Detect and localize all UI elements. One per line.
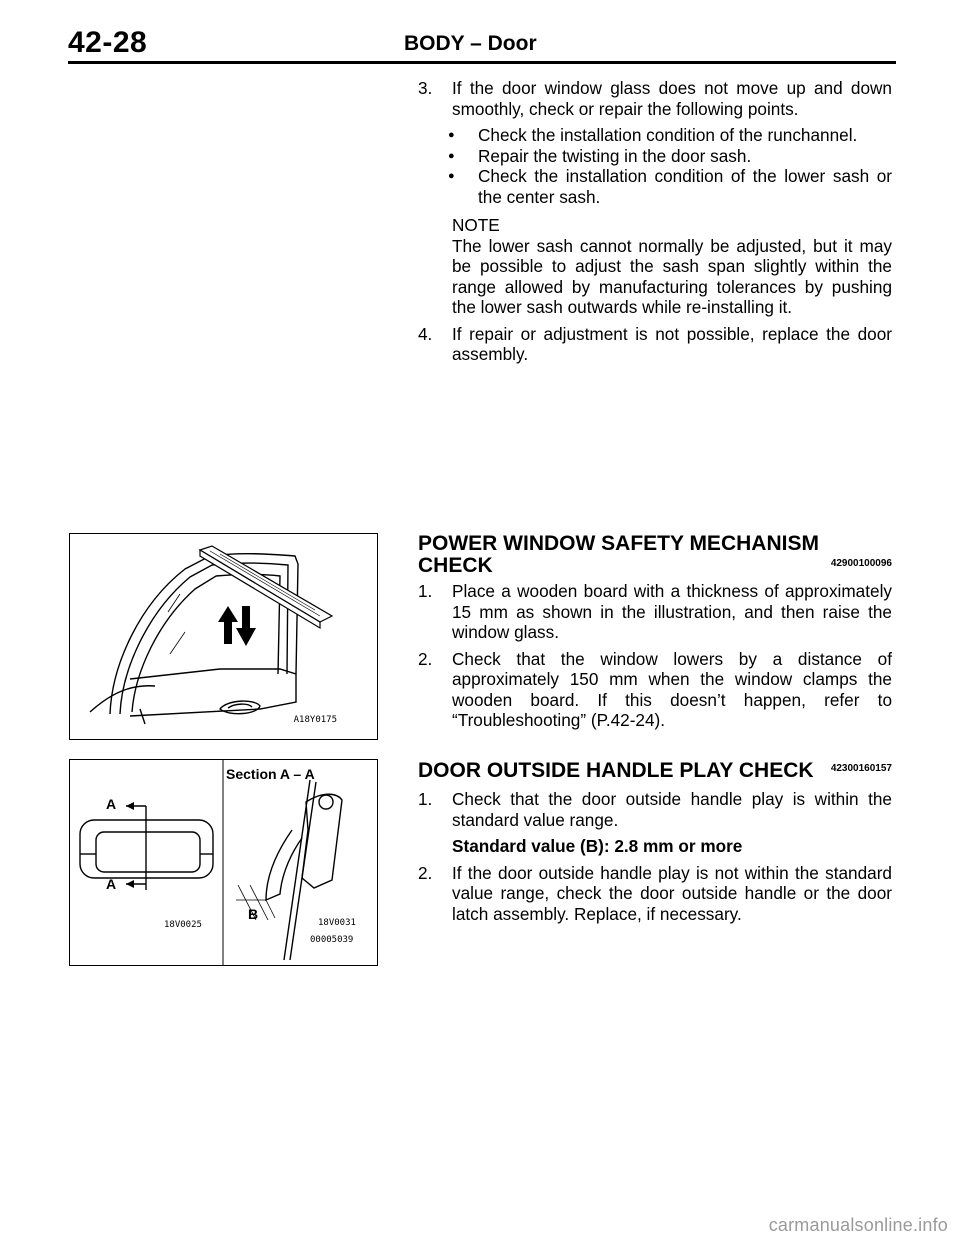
step-text: Check that the window lowers by a distance of approximately 150 mm when the window clamps the wooden board. If this doesn’t happen, refer to “Troubleshooting” (P.42-24). — [452, 648, 892, 730]
figure-code-left: 18V0025 — [164, 920, 202, 930]
heading-line: DOOR OUTSIDE HANDLE PLAY CHECK — [418, 759, 814, 782]
step-number: 4. — [418, 323, 433, 344]
bullet-icon: ● — [448, 129, 455, 141]
watermark: carmanualsonline.info — [768, 1215, 948, 1235]
step-text: If the door outside handle play is not within the standard value range, check the door outside handle or the door latch assembly. Replace, if necessary. — [452, 862, 892, 924]
door-handle-steps — [418, 789, 892, 930]
step-text: Check that the door outside handle play is within the standard value range. — [452, 789, 892, 830]
step-text: Place a wooden board with a thickness of approximately 15 mm as shown in the illustration, and then raise the window glass. — [452, 581, 892, 642]
section-a-bottom-label: A — [106, 876, 117, 892]
bullet-icon: ● — [448, 149, 455, 162]
power-window-steps — [418, 581, 892, 737]
step-text: If repair or adjustment is not possible, replace the door assembly. — [452, 323, 892, 364]
heading-line: POWER WINDOW SAFETY MECHANISM — [418, 532, 819, 555]
figure-code: A18Y0175 — [293, 715, 337, 725]
figure-code-right: 18V0031 — [318, 918, 356, 928]
step-1 — [418, 789, 892, 830]
list-item — [448, 146, 892, 167]
step-2 — [418, 863, 892, 925]
up-down-arrows — [218, 606, 256, 646]
list-item — [448, 166, 892, 207]
play-b-label: B — [248, 906, 259, 922]
page-number: 42-28 — [68, 26, 148, 59]
step-number: 2. — [418, 648, 433, 669]
heading-line: CHECK — [418, 554, 493, 577]
top-steps — [418, 78, 892, 371]
step-number: 1. — [418, 789, 433, 809]
list-item-text: Repair the twisting in the door sash. — [478, 145, 752, 166]
note-heading: NOTE — [452, 215, 500, 235]
step-number: 3. — [418, 78, 433, 98]
section-code: 42300160157 — [830, 763, 892, 774]
list-item — [448, 125, 892, 146]
step-text: If the door window glass does not move up and down smoothly, check or repair the following points. — [452, 78, 892, 119]
door-window-illustration — [70, 534, 377, 739]
list-item-text: Check the installation condition of the runchannel. — [478, 125, 858, 145]
section-label: Section A – A — [226, 766, 315, 782]
step-1 — [418, 581, 892, 643]
power-window-figure — [69, 533, 378, 740]
note-text: The lower sash cannot normally be adjusted, but it may be possible to adjust the sash span slightly within the range allowed by manufacturing tolerances by pushing the lower sash outwards while re-installing it. — [452, 235, 892, 317]
section-heading-door-handle — [418, 760, 898, 782]
step-4 — [418, 324, 892, 365]
page-title: BODY – Door — [404, 32, 537, 55]
step-2 — [418, 649, 892, 731]
section-a-top-label: A — [106, 796, 117, 812]
step-number: 2. — [418, 862, 433, 883]
note — [418, 215, 892, 318]
section-code: 42900100096 — [830, 558, 892, 569]
step-3 — [418, 78, 892, 119]
check-list — [418, 125, 892, 207]
list-item-text: Check the installation condition of the lower sash or the center sash. — [478, 166, 892, 207]
header-rule — [68, 61, 896, 64]
figure-code-bottom: 00005039 — [310, 935, 354, 945]
section-heading-power-window — [418, 533, 898, 577]
bullet-icon: ● — [448, 170, 455, 182]
standard-value: Standard value (B): 2.8 mm or more — [452, 836, 743, 856]
handle-play-figure — [69, 759, 378, 966]
step-number: 1. — [418, 581, 433, 601]
